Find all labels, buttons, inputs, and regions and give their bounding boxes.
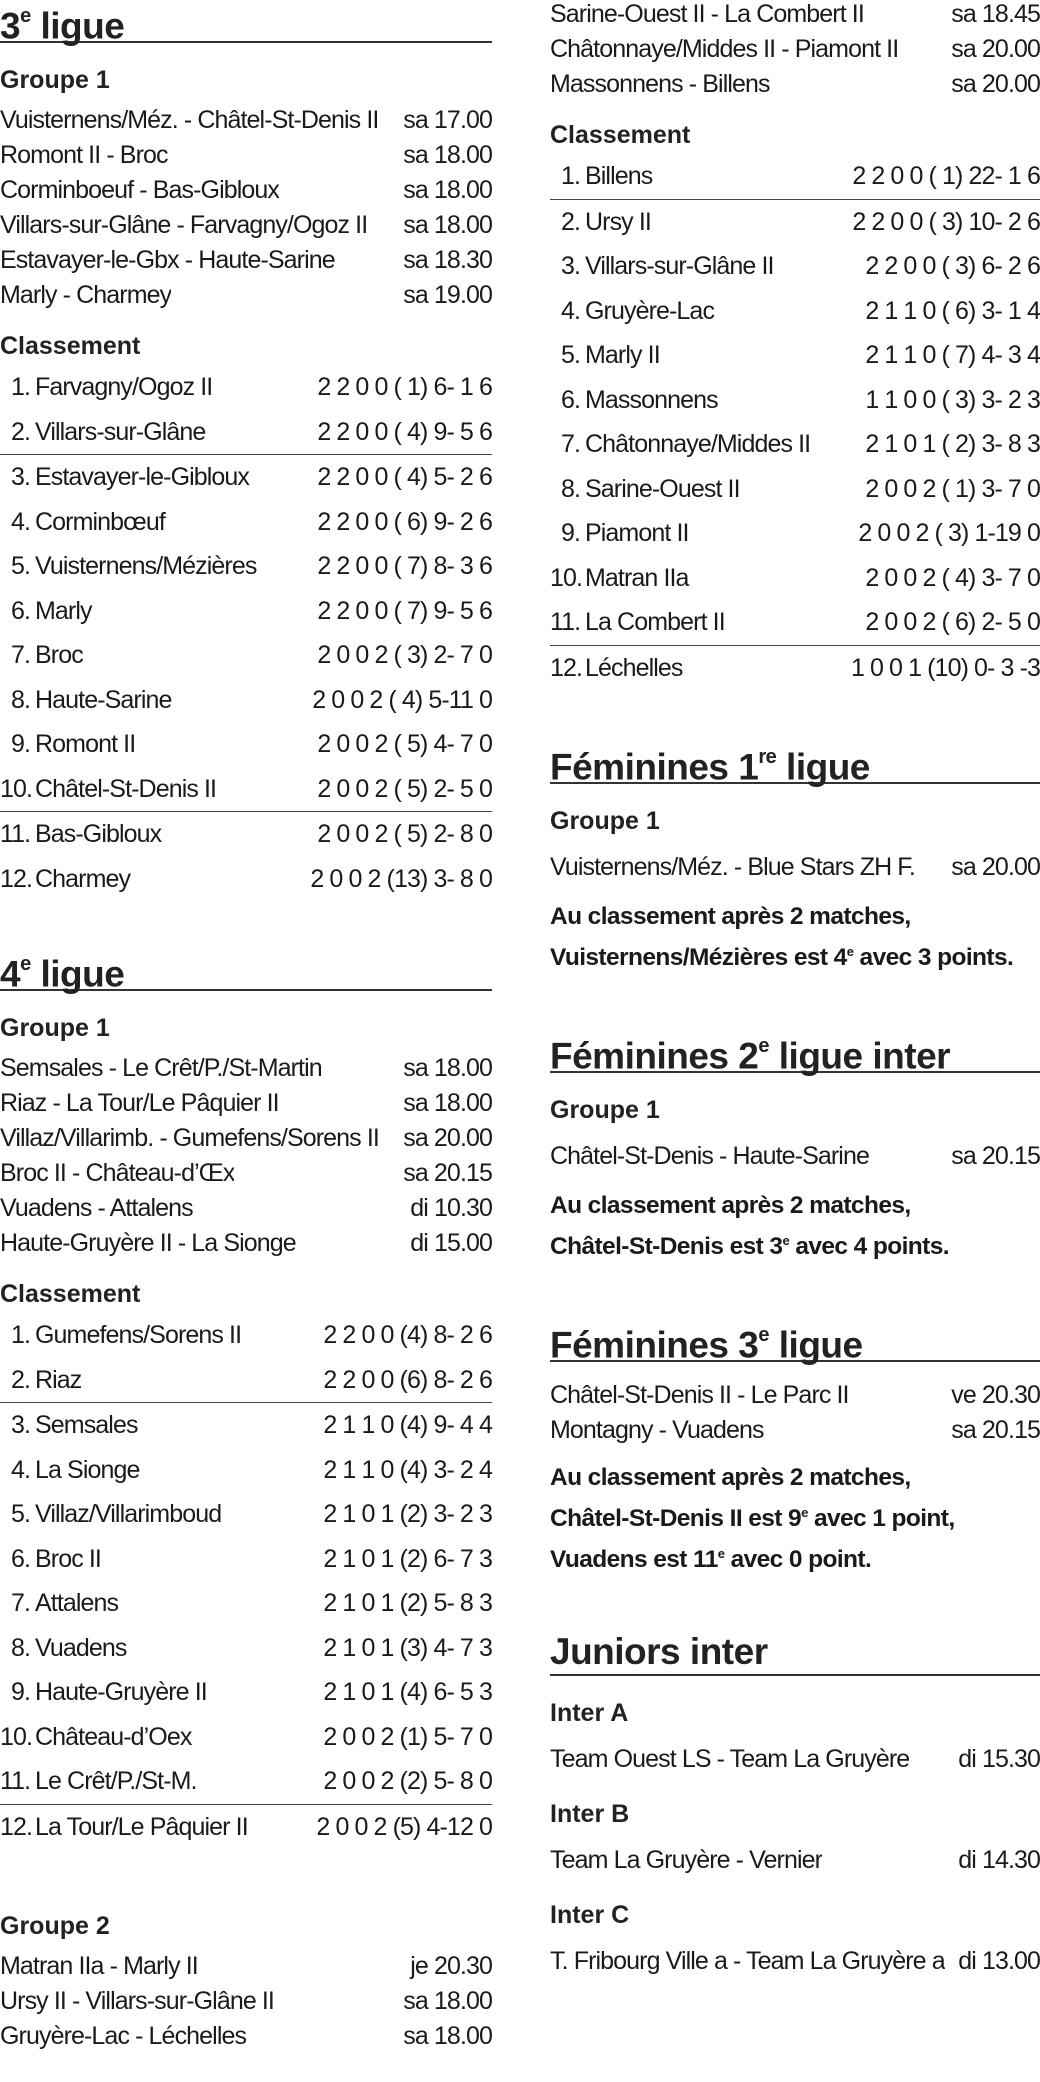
team-name: Romont II [35, 730, 136, 758]
team-name: Villars-sur-Glâne II [585, 252, 774, 280]
team-stats: 2 2 0 0 ( 3) 6- 2 6 [865, 252, 1040, 280]
team-stats: 2 0 0 2 ( 5) 2- 8 0 [317, 820, 492, 848]
team-name: Haute-Sarine [35, 685, 172, 714]
match-list [550, 0, 1040, 102]
team-name: La Sionge [35, 1455, 140, 1484]
match-row: Villars-sur-Glâne - Farvagny/Ogoz II sa 18.00 [0, 211, 492, 239]
group-label: Inter C [550, 1900, 630, 1929]
table-row [550, 244, 1040, 289]
team-stats: 2 0 0 2 (1) 5- 7 0 [323, 1722, 492, 1751]
standings-table [550, 154, 1040, 690]
rank: 6. [560, 385, 580, 414]
team-name: Villars-sur-Glâne [35, 417, 206, 446]
team-stats: 2 1 0 1 (2) 5- 8 3 [323, 1589, 492, 1617]
team-name: Le Crêt/P./St-M. [35, 1767, 197, 1795]
match-row: Marly - Charmey sa 19.00 [0, 281, 492, 309]
team-name: Charmey [35, 864, 131, 893]
section-title-feminines-2e-ligue-inter: Féminines 2e ligue inter [550, 1027, 1040, 1073]
team-stats: 1 0 0 1 (10) 0- 3 -3 [850, 653, 1040, 682]
match-row: Vuisternens/Méz. - Châtel-St-Denis II sa 17.00 [0, 106, 492, 134]
left-column [0, 0, 492, 2054]
standings-table [0, 365, 492, 901]
table-row [0, 1805, 492, 1850]
rank: 6. [10, 596, 30, 625]
team-name: Ursy II [585, 207, 651, 236]
team-name: La Tour/Le Pâquier II [35, 1812, 248, 1841]
rank: 3. [560, 252, 580, 280]
rank: 12. [550, 653, 583, 682]
team-stats: 2 0 0 2 ( 6) 2- 5 0 [865, 608, 1040, 636]
rank: 2. [10, 1365, 30, 1394]
team-stats: 2 1 0 1 ( 2) 3- 8 3 [865, 430, 1040, 458]
rank: 2. [10, 417, 30, 446]
team-name: Château-d’Oex [35, 1722, 192, 1751]
team-name: Piamont II [585, 519, 689, 547]
rank: 12. [0, 864, 33, 893]
team-name: Marly II [585, 341, 660, 369]
team-name: Attalens [35, 1589, 119, 1617]
table-row [0, 1358, 492, 1404]
match-row: Montagny - Vuadens sa 20.15 [550, 1416, 1040, 1445]
rank: 4. [10, 1455, 30, 1484]
table-row [0, 1403, 492, 1448]
match-list [0, 103, 492, 313]
match-row: Sarine-Ouest II - La Combert II sa 18.45 [550, 0, 1040, 28]
table-row [0, 589, 492, 634]
team-stats: 2 1 0 1 (3) 4- 7 3 [323, 1633, 492, 1662]
rank: 8. [10, 685, 30, 714]
rank: 5. [10, 1500, 30, 1528]
rank: 1. [10, 1321, 30, 1349]
match-row: Villaz/Villarimb. - Gumefens/Sorens II sa 20.00 [0, 1124, 492, 1152]
rank: 9. [10, 730, 30, 758]
match-row: Châtel-St-Denis II - Le Parc II ve 20.30 [550, 1381, 1040, 1410]
team-stats: 2 2 0 0 ( 4) 9- 5 6 [317, 417, 492, 446]
table-row [0, 678, 492, 723]
team-stats: 2 1 0 1 (2) 6- 7 3 [323, 1544, 492, 1573]
table-row [0, 455, 492, 500]
section-title-feminines-1re-ligue: Féminines 1re ligue [550, 738, 1040, 784]
group-label: Groupe 1 [0, 66, 110, 94]
match-row: Matran IIa - Marly II je 20.30 [0, 1952, 492, 1980]
team-name: Haute-Gruyère II [35, 1678, 207, 1706]
team-stats: 2 0 0 2 ( 3) 1-19 0 [858, 519, 1040, 547]
team-stats: 1 1 0 0 ( 3) 3- 2 3 [865, 385, 1040, 414]
match-list [0, 1051, 492, 1261]
team-name: Riaz [35, 1365, 82, 1394]
standing-note: Au classement après 2 matches, Vuisternens/Mézières est 4e avec 3 points. [550, 903, 1014, 972]
team-stats: 2 2 0 0 ( 1) 6- 1 6 [317, 373, 492, 401]
table-row [0, 1759, 492, 1805]
team-stats: 2 0 0 2 ( 5) 2- 5 0 [317, 774, 492, 803]
rank: 7. [560, 430, 580, 458]
match-list [0, 1949, 492, 2054]
table-row [550, 333, 1040, 378]
match-row: Corminboeuf - Bas-Gibloux sa 18.00 [0, 176, 492, 204]
rank: 3. [10, 1411, 30, 1439]
match-row: Haute-Gruyère II - La Sionge di 15.00 [0, 1229, 492, 1257]
team-stats: 2 0 0 2 ( 1) 3- 7 0 [865, 474, 1040, 503]
match-row: Châtonnaye/Middes II - Piamont II sa 20.00 [550, 35, 1040, 63]
team-stats: 2 1 1 0 ( 6) 3- 1 4 [865, 296, 1040, 325]
match-row: Semsales - Le Crêt/P./St-Martin sa 18.00 [0, 1054, 492, 1082]
table-row [0, 633, 492, 678]
team-name: Semsales [35, 1411, 138, 1439]
match-row: Vuadens - Attalens di 10.30 [0, 1194, 492, 1222]
table-row [0, 365, 492, 410]
section-title-juniors-inter: Juniors inter [550, 1630, 1040, 1676]
table-row [550, 154, 1040, 200]
rank: 1. [10, 373, 30, 401]
team-name: Corminbœuf [35, 507, 165, 536]
team-stats: 2 0 0 2 (5) 4-12 0 [316, 1812, 492, 1841]
standing-note: Au classement après 2 matches, Châtel-St-Denis II est 9e avec 1 point, Vuadens est 11e avec 0 point. [550, 1464, 955, 1574]
group-label: Inter A [550, 1698, 629, 1727]
match-row: Vuisternens/Méz. - Blue Stars ZH F. sa 20.00 [550, 853, 1040, 881]
section-title-feminines-3e-ligue: Féminines 3e ligue [550, 1316, 1040, 1362]
team-stats: 2 2 0 0 ( 1) 22- 1 6 [852, 162, 1040, 190]
team-stats: 2 1 0 1 (2) 3- 2 3 [323, 1500, 492, 1528]
team-stats: 2 1 1 0 (4) 9- 4 4 [323, 1411, 492, 1439]
team-name: Gruyère-Lac [585, 296, 715, 325]
team-name: Estavayer-le-Gibloux [35, 463, 250, 491]
team-stats: 2 0 0 2 ( 3) 2- 7 0 [317, 641, 492, 669]
team-stats: 2 0 0 2 ( 4) 3- 7 0 [865, 563, 1040, 592]
rank: 11. [0, 820, 31, 848]
team-stats: 2 1 1 0 ( 7) 4- 3 4 [865, 341, 1040, 369]
rank: 4. [10, 507, 30, 536]
standing-note: Au classement après 2 matches, Châtel-St-Denis est 3e avec 4 points. [550, 1192, 949, 1261]
rank: 7. [10, 641, 30, 669]
team-name: Vuadens [35, 1633, 127, 1662]
group-label: Groupe 1 [550, 1096, 660, 1125]
table-row [0, 1492, 492, 1537]
group-label: Groupe 2 [0, 1912, 110, 1940]
team-name: Farvagny/Ogoz II [35, 373, 213, 401]
rank: 12. [0, 1812, 33, 1841]
classement-label: Classement [550, 121, 691, 149]
table-row [550, 289, 1040, 334]
rank: 1. [560, 162, 580, 190]
table-row [0, 857, 492, 902]
team-stats: 2 1 0 1 (4) 6- 5 3 [323, 1678, 492, 1706]
match-list [550, 1378, 1040, 1448]
table-row [0, 544, 492, 589]
section-title-4e-ligue: 4e ligue [0, 945, 492, 991]
team-name: Léchelles [585, 653, 683, 682]
team-name: Vuisternens/Mézières [35, 552, 257, 580]
rank: 5. [10, 552, 30, 580]
table-row [550, 467, 1040, 512]
table-row [550, 378, 1040, 423]
table-row [0, 1448, 492, 1493]
rank: 8. [10, 1633, 30, 1662]
rank: 9. [10, 1678, 30, 1706]
team-stats: 2 2 0 0 (4) 8- 2 6 [323, 1321, 492, 1349]
team-name: Villaz/Villarimboud [35, 1500, 222, 1528]
match-row: Broc II - Château-d’Œx sa 20.15 [0, 1159, 492, 1187]
rank: 5. [560, 341, 580, 369]
match-row: Châtel-St-Denis - Haute-Sarine sa 20.15 [550, 1142, 1040, 1171]
team-stats: 2 0 0 2 ( 5) 4- 7 0 [317, 730, 492, 758]
team-name: Massonnens [585, 385, 718, 414]
rank: 10. [0, 774, 33, 803]
team-name: Broc [35, 641, 83, 669]
group-label: Groupe 1 [550, 807, 660, 835]
team-name: Bas-Gibloux [35, 820, 162, 848]
team-stats: 2 2 0 0 ( 4) 5- 2 6 [317, 463, 492, 491]
team-stats: 2 2 0 0 (6) 8- 2 6 [323, 1365, 492, 1394]
match-row: Romont II - Broc sa 18.00 [0, 141, 492, 169]
team-stats: 2 2 0 0 ( 3) 10- 2 6 [852, 207, 1040, 236]
match-row: Team Ouest LS - Team La Gruyère di 15.30 [550, 1744, 1040, 1773]
rank: 4. [560, 296, 580, 325]
rank: 10. [550, 563, 583, 592]
table-row [0, 767, 492, 813]
rank: 2. [560, 207, 580, 236]
table-row [550, 600, 1040, 646]
table-row [0, 1537, 492, 1582]
rank: 8. [560, 474, 580, 503]
team-stats: 2 0 0 2 (13) 3- 8 0 [310, 864, 492, 893]
table-row [550, 646, 1040, 691]
match-row: Ursy II - Villars-sur-Glâne II sa 18.00 [0, 1987, 492, 2015]
right-column [550, 0, 1040, 1979]
team-name: Billens [585, 162, 653, 190]
table-row [0, 1715, 492, 1760]
team-name: La Combert II [585, 608, 725, 636]
group-label: Groupe 1 [0, 1014, 110, 1042]
table-row [0, 722, 492, 767]
rank: 11. [550, 608, 581, 636]
table-row [0, 500, 492, 545]
team-name: Gumefens/Sorens II [35, 1321, 242, 1349]
standings-table [0, 1313, 492, 1849]
team-name: Châtonnaye/Middes II [585, 430, 811, 458]
rank: 10. [0, 1722, 33, 1751]
team-stats: 2 1 1 0 (4) 3- 2 4 [323, 1455, 492, 1484]
classement-label: Classement [0, 1280, 141, 1308]
table-row [0, 410, 492, 456]
team-stats: 2 2 0 0 ( 7) 9- 5 6 [317, 596, 492, 625]
match-row: Riaz - La Tour/Le Pâquier II sa 18.00 [0, 1089, 492, 1117]
rank: 3. [10, 463, 30, 491]
match-row: Estavayer-le-Gbx - Haute-Sarine sa 18.30 [0, 246, 492, 274]
table-row [0, 1313, 492, 1358]
classement-label: Classement [0, 332, 141, 360]
team-stats: 2 0 0 2 (2) 5- 8 0 [323, 1767, 492, 1795]
team-name: Châtel-St-Denis II [35, 774, 217, 803]
team-name: Marly [35, 596, 92, 625]
table-row [550, 422, 1040, 467]
section-title-3e-ligue: 3e ligue [0, 0, 492, 43]
group-label: Inter B [550, 1799, 630, 1828]
match-row: Gruyère-Lac - Léchelles sa 18.00 [0, 2022, 492, 2050]
table-row [0, 1626, 492, 1671]
table-row [550, 200, 1040, 245]
team-stats: 2 0 0 2 ( 4) 5-11 0 [312, 685, 492, 714]
team-stats: 2 2 0 0 ( 7) 8- 3 6 [317, 552, 492, 580]
match-row: Team La Gruyère - Vernier di 14.30 [550, 1845, 1040, 1874]
match-row: T. Fribourg Ville a - Team La Gruyère a di 13.00 [550, 1946, 1040, 1975]
team-stats: 2 2 0 0 ( 6) 9- 2 6 [317, 507, 492, 536]
table-row [0, 1670, 492, 1715]
rank: 7. [10, 1589, 30, 1617]
rank: 11. [0, 1767, 31, 1795]
team-name: Broc II [35, 1544, 101, 1573]
rank: 9. [560, 519, 580, 547]
team-name: Matran IIa [585, 563, 689, 592]
rank: 6. [10, 1544, 30, 1573]
table-row [0, 1581, 492, 1626]
table-row [550, 556, 1040, 601]
table-row [550, 511, 1040, 556]
match-row: Massonnens - Billens sa 20.00 [550, 70, 1040, 98]
table-row [0, 812, 492, 857]
team-name: Sarine-Ouest II [585, 474, 740, 503]
